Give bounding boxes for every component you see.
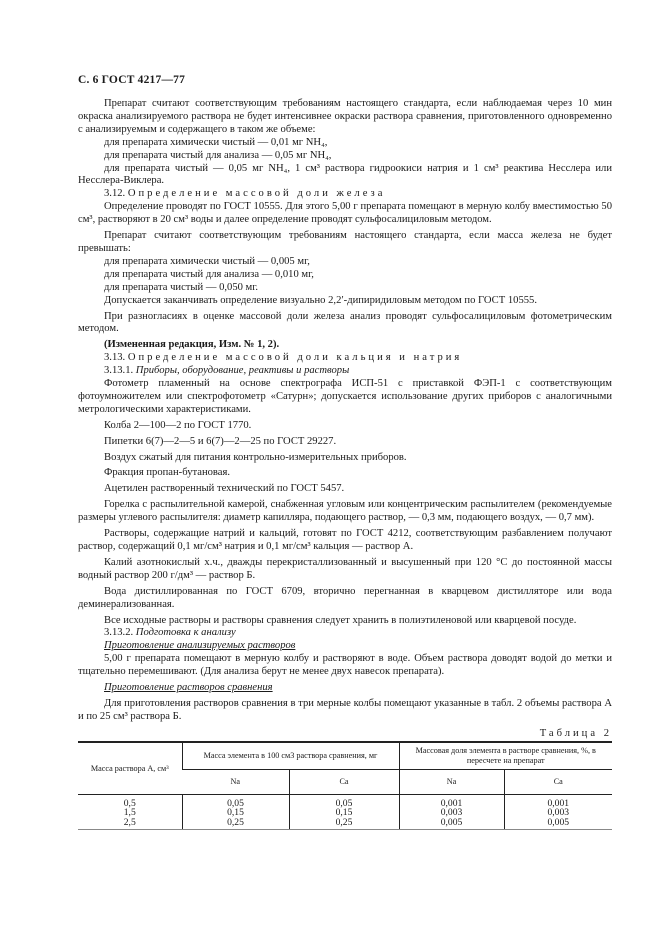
table-subheader-na: Na (399, 770, 504, 795)
list-item: для препарата чистый — 0,050 мг. (104, 281, 259, 293)
list-item: для препарата чистый — 0,05 мг NH₄, 1 см³ раствора гидроокиси натрия и 1 см³ реактива Несслера или Несслера-Виклера. (78, 162, 612, 187)
paragraph: Воздух сжатый для питания контрольно-измерительных приборов. (104, 451, 407, 463)
table-cell: 0,005 (504, 818, 612, 830)
section-number: 3.13.1. (104, 365, 134, 377)
section-title: Определение массовой доли кальция и натрия (127, 352, 463, 364)
paragraph: Для приготовления растворов сравнения в три мерные колбы помещают указанные в табл. 2 объемы раствора А и по 25 см³ раствора Б. (78, 697, 612, 722)
table-cell: 0,005 (399, 818, 504, 830)
table-cell: 0,15 (289, 808, 399, 817)
list-item: для препарата химически чистый — 0,01 мг NH₄, (104, 136, 328, 148)
subsection-heading-3-13-2 (78, 627, 612, 640)
amendment-note: (Измененная редакция, Изм. № 1, 2). (104, 339, 280, 351)
table-cell: 0,05 (182, 795, 289, 809)
list-item: для препарата химически чистый — 0,005 мг, (104, 255, 310, 267)
paragraph: Ацетилен растворенный технический по ГОСТ 5457. (104, 483, 345, 495)
table-caption: Таблица 2 (539, 727, 612, 739)
section-number: 3.12. (104, 188, 126, 200)
table-header-mass: Масса элемента в 100 см3 раствора сравнения, мг (182, 742, 399, 770)
table-cell: 0,25 (289, 818, 399, 830)
table-cell: 0,15 (182, 808, 289, 817)
paragraph: Пипетки 6(7)—2—5 и 6(7)—2—25 по ГОСТ 29227. (104, 435, 337, 447)
table-cell: 0,25 (182, 818, 289, 830)
table-cell: 2,5 (78, 818, 182, 830)
paragraph: Допускается заканчивать определение визуально 2,2′-дипиридиловым методом по ГОСТ 10555. (104, 294, 537, 306)
paragraph: Растворы, содержащие натрий и кальций, готовят по ГОСТ 4212, соответствующим разбавлением получают раствор, содержащий 0,1 мг/см³ натрия и 0,1 мг/см³ кальция — раствор А. (78, 528, 612, 552)
paragraph: Колба 2—100—2 по ГОСТ 1770. (104, 419, 252, 431)
subheading: Приготовление анализируемых растворов (104, 640, 296, 652)
subsection-heading-3-13-1 (78, 365, 612, 378)
table-cell: 0,001 (399, 795, 504, 809)
table-2 (78, 741, 612, 830)
paragraph: Горелка с распылительной камерой, снабженная угловым или концентрическим распылителем (рекомендуемые размеры углевого распылителя: диаметр капилляра, подающего раствор, — 0,3 мм, подающего воздух, — 0,7 мм). (78, 499, 612, 524)
list-item: для препарата чистый для анализа — 0,010 мг, (104, 268, 314, 280)
table-header-volume: Масса раствора А, см³ (78, 742, 182, 795)
table-row (78, 795, 612, 809)
table-subheader-ca: Ca (504, 770, 612, 795)
section-heading-3-13 (78, 352, 612, 365)
table-row (78, 818, 612, 830)
section-number: 3.13. (104, 352, 126, 364)
table-header-fraction: Массовая доля элемента в растворе сравнения, %, в пересчете на препарат (399, 742, 612, 770)
section-number: 3.13.2. (104, 627, 134, 639)
section-title: Подготовка к анализу (135, 627, 236, 639)
table-subheader-ca: Ca (289, 770, 399, 795)
section-heading-3-12 (78, 188, 612, 201)
paragraph: Фракция пропан-бутановая. (104, 467, 231, 479)
table-cell: 0,05 (289, 795, 399, 809)
table-cell: 0,003 (399, 808, 504, 817)
paragraph: Определение проводят по ГОСТ 10555. Для этого 5,00 г препарата помещают в мерную колбу вместимостью 50 см³, растворяют в 20 см³ воды и далее определение проводят сульфосалициловым методом. (78, 201, 612, 226)
paragraph: Вода дистиллированная по ГОСТ 6709, вторично перегнанная в кварцевом дистилляторе или вода деминерализованная. (78, 585, 612, 610)
table-cell: 0,001 (504, 795, 612, 809)
paragraph: При разногласиях в оценке массовой доли железа анализ проводят сульфосалициловым фотометрическим методом. (78, 310, 612, 335)
paragraph: 5,00 г препарата помещают в мерную колбу и растворяют в воде. Объем раствора доводят водой до метки и тщательно перемешивают. (Для анализа берут не менее двух навесок препарата). (78, 653, 612, 678)
section-title: Определение массовой доли железа (127, 188, 386, 200)
page-header: С. 6 ГОСТ 4217—77 (78, 74, 186, 86)
paragraph: Фотометр пламенный на основе спектрографа ИСП-51 с приставкой ФЭП-1 с соответствующим фотоумножителем или спектрофотометр «Сатурн»; допускается использование других приборов с аналогичными метрологическими характеристиками. (78, 378, 612, 415)
paragraph: Препарат считают соответствующим требованиям настоящего стандарта, если масса железа не будет превышать: (78, 230, 612, 254)
body-text (78, 98, 612, 741)
table-cell: 0,5 (123, 798, 136, 809)
paragraph: Калий азотнокислый х.ч., дважды перекристаллизованный и высушенный при 120 °С до постоянной массы водный раствор 200 г/дм³ — раствор Б. (78, 556, 612, 581)
table-cell: 1,5 (123, 807, 136, 819)
table-subheader-na: Na (182, 770, 289, 795)
paragraph: Препарат считают соответствующим требованиям настоящего стандарта, если наблюдаемая через 10 мин окраска анализируемого раствора не будет интенсивнее окраски раствора сравнения, приготовленного одновременно с анализируемым и содержащего в таком же объеме: (78, 98, 612, 135)
table-cell: 0,003 (504, 808, 612, 817)
subheading: Приготовление растворов сравнения (104, 682, 273, 694)
paragraph: Все исходные растворы и растворы сравнения следует хранить в полиэтиленовой или кварцевой посуде. (104, 614, 577, 626)
list-item: для препарата чистый для анализа — 0,05 мг NH₄, (104, 149, 332, 161)
section-title: Приборы, оборудование, реактивы и растворы (135, 365, 350, 377)
